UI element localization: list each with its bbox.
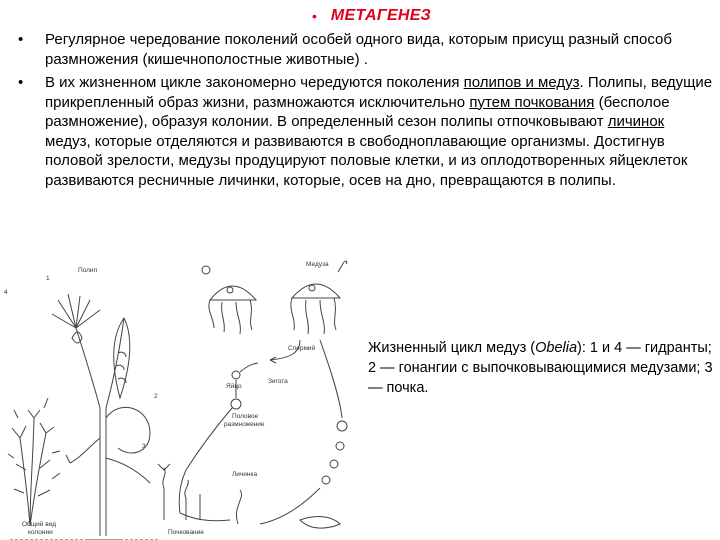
caption-text-2: ): 1 и 4 — гидранты; 2 — гонангии с выпочковывающимися медузами; 3 — почка.: [368, 340, 713, 396]
label-budding: Почкование: [168, 529, 204, 536]
medusa-left-icon: [209, 286, 256, 334]
obelia-life-cycle-illustration: [0, 258, 362, 540]
life-cycle-text-3: (бесполое размножение), образуя колонии. В определенный сезон полипы отпочковывают: [45, 93, 670, 130]
cycle-arrows: [179, 340, 347, 524]
definition-text: Регулярное чередование поколений особей одного вида, которым присущ разный способ размножения (кишечнополостные животные) .: [45, 31, 672, 68]
polyp-colony-icon: [52, 294, 150, 540]
bullet-item-definition: [14, 30, 714, 69]
label-polyp: Полип: [78, 267, 98, 274]
life-cycle-drawing: [0, 258, 362, 540]
colony-sketch-icon: [8, 398, 60, 526]
label-colony-2: колонии: [28, 529, 53, 536]
underlined-polyps-medusae: полипов и медуз: [463, 74, 580, 91]
bullet-list: [14, 30, 714, 194]
underlined-larvae: личинок: [607, 113, 665, 130]
bullet-dot: •: [18, 74, 24, 91]
label-asexual-1: Половое: [232, 413, 259, 420]
life-cycle-text-2: . Полипы, ведущие прикрепленный образ жизни, размножаются исключительно: [45, 74, 713, 111]
life-cycle-text-1: В их жизненном цикле закономерно чередуются поколения: [45, 74, 464, 91]
slide-title: МЕТАГЕНЕЗ: [330, 7, 432, 24]
label-num-3: 3: [142, 443, 146, 450]
label-larva: Личинка: [232, 471, 258, 478]
title-bullet: •: [312, 8, 317, 24]
caption-text-1: Жизненный цикл медуз (: [368, 340, 536, 356]
underlined-budding: путем почкования: [469, 93, 595, 111]
caption-species: Obelia: [535, 340, 578, 356]
medusa-right-icon: [291, 284, 340, 334]
title-row: [312, 3, 431, 29]
label-medusa: Медуза: [306, 261, 329, 268]
label-num-4: 4: [4, 289, 8, 296]
label-num-1: 1: [46, 275, 50, 282]
bullet-item-life-cycle: [14, 73, 714, 190]
label-colony-1: Общий вид: [22, 521, 57, 528]
figure-caption: [368, 338, 718, 398]
label-asexual-2: размножение: [224, 421, 265, 428]
label-sperm: Спермий: [288, 345, 316, 352]
label-num-2: 2: [154, 393, 158, 400]
label-zygote: Зигота: [268, 378, 288, 385]
sperm-icon: [338, 261, 347, 272]
life-cycle-text-4: медуз, которые отделяются и развиваются в свободноплавающие организмы. Достигнув половой зрелости, медузы продуцируют половые клетки, и из оплодотворенных яйцеклеток развиваются ресничные личинки, которые, осев на дно, превращаются в полипы.: [45, 132, 688, 189]
bullet-dot: •: [18, 31, 24, 48]
label-egg: Яйцо: [226, 383, 242, 390]
egg-top-icon: [202, 266, 210, 274]
